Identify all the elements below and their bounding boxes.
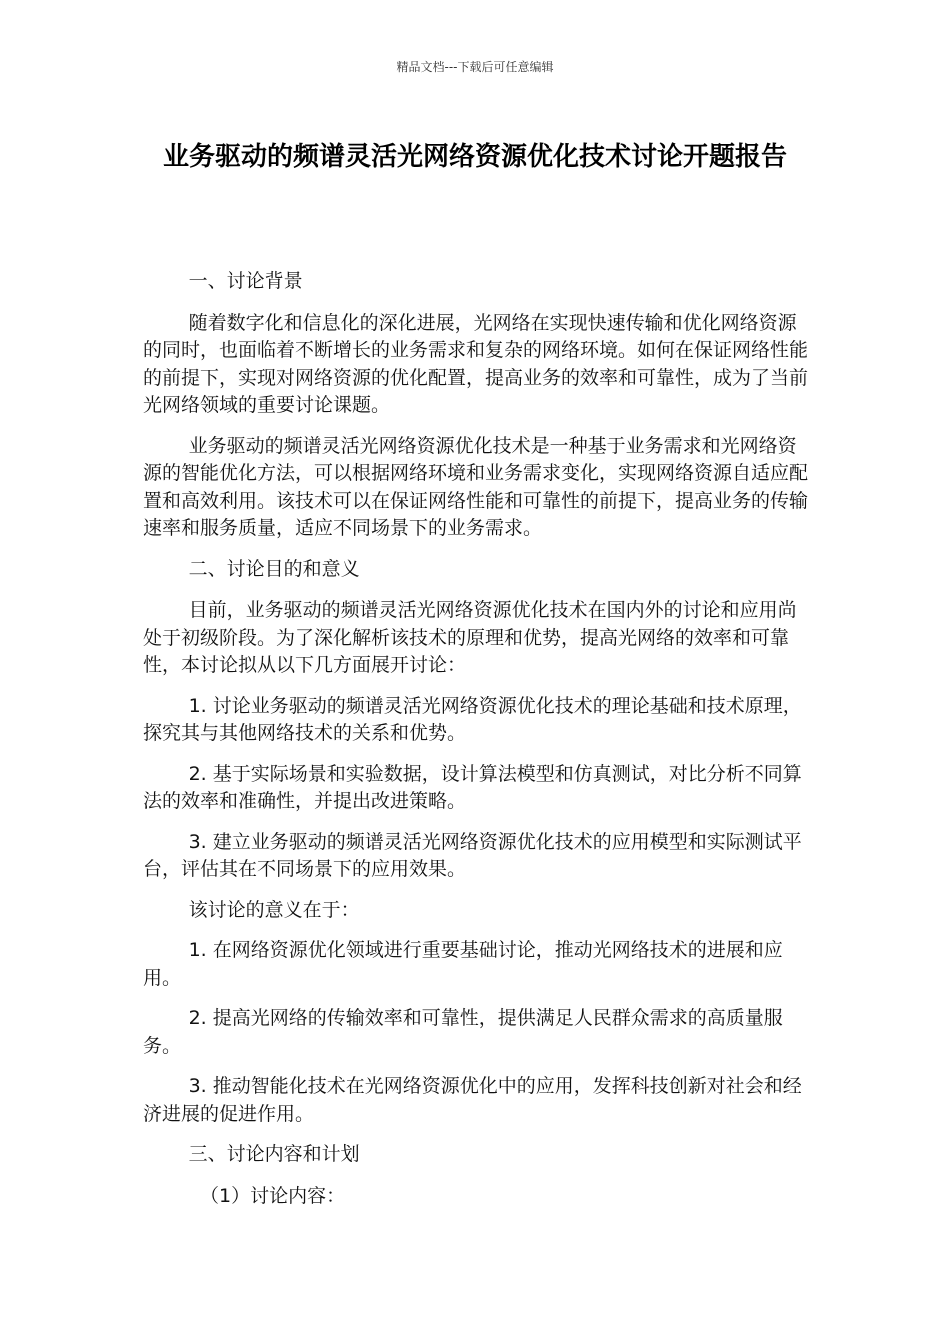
paragraph: 目前，业务驱动的频谱灵活光网络资源优化技术在国内外的讨论和应用尚处于初级阶段。为了深化解析该技术的原理和优势，提高光网络的效率和可靠性，本讨论拟从以下几方面展开讨论： bbox=[143, 599, 797, 676]
list-item: 2. 基于实际场景和实验数据，设计算法模型和仿真测试，对比分析不同算法的效率和准确性，并提出改进策略。 bbox=[143, 762, 802, 812]
list-item: 3. 推动智能化技术在光网络资源优化中的应用，发挥科技创新对社会和经济进展的促进作用。 bbox=[143, 1075, 802, 1125]
paragraph: 该讨论的意义在于： bbox=[188, 898, 360, 921]
document-title: 业务驱动的频谱灵活光网络资源优化技术讨论开题报告 bbox=[162, 142, 787, 172]
section-heading-purpose: 二、讨论目的和意义 bbox=[188, 557, 360, 580]
document-body bbox=[143, 268, 808, 1223]
section-heading-content-plan: 三、讨论内容和计划 bbox=[188, 1143, 360, 1165]
list-item: 1. 讨论业务驱动的频谱灵活光网络资源优化技术的理论基础和技术原理，探究其与其他网络技术的关系和优势。 bbox=[143, 694, 802, 744]
list-item: 2. 提高光网络的传输效率和可靠性，提供满足人民群众需求的高质量服务。 bbox=[143, 1007, 783, 1057]
list-item: 3. 建立业务驱动的频谱灵活光网络资源优化技术的应用模型和实际测试平台，评估其在不同场景下的应用效果。 bbox=[143, 830, 802, 880]
section-heading-background: 一、讨论背景 bbox=[188, 270, 303, 292]
list-item: 1. 在网络资源优化领域进行重要基础讨论，推动光网络技术的进展和应用。 bbox=[143, 939, 783, 989]
subheading-content: （1）讨论内容： bbox=[200, 1184, 346, 1207]
paragraph: 随着数字化和信息化的深化进展，光网络在实现快速传输和优化网络资源的同时，也面临着不断增长的业务需求和复杂的网络环境。如何在保证网络性能的前提下，实现对网络资源的优化配置，提高业务的效率和可靠性，成为了当前光网络领域的重要讨论课题。 bbox=[143, 311, 809, 416]
header-note: 精品文档---下载后可任意编辑 bbox=[396, 60, 554, 74]
paragraph: 业务驱动的频谱灵活光网络资源优化技术是一种基于业务需求和光网络资源的智能优化方法，可以根据网络环境和业务需求变化，实现网络资源自适应配置和高效利用。该技术可以在保证网络性能和可靠性的前提下，提高业务的传输速率和服务质量，适应不同场景下的业务需求。 bbox=[143, 434, 809, 539]
